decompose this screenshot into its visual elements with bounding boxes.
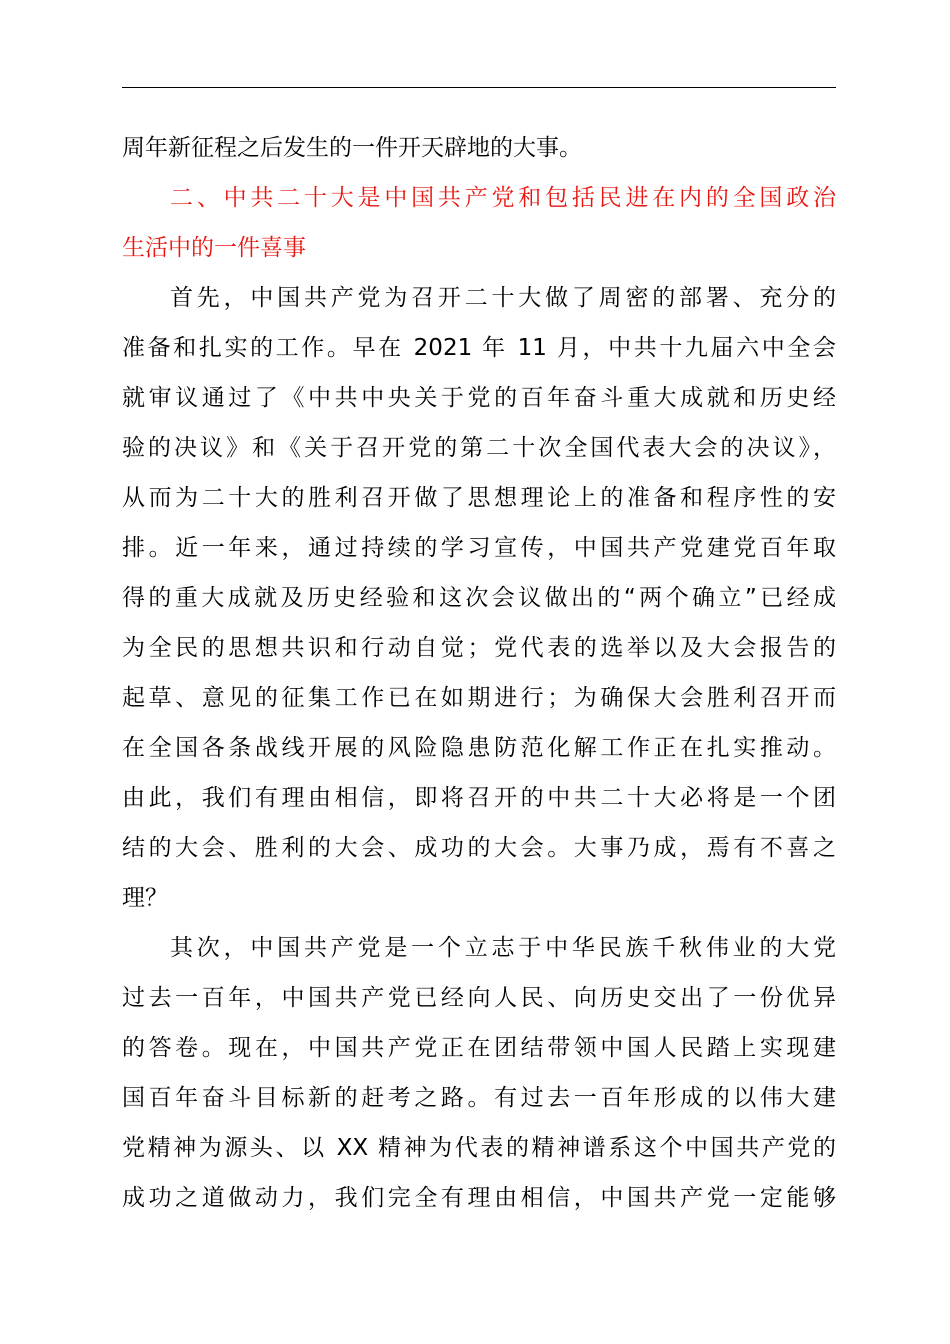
body-line: 就审议通过了《中共中央关于党的百年奋斗重大成就和历史经 — [122, 385, 836, 411]
body-line: 从而为二十大的胜利召开做了思想理论上的准备和程序性的安 — [122, 485, 836, 511]
body-line: 过去一百年，中国共产党已经向人民、向历史交出了一份优异 — [122, 985, 836, 1011]
body-line: 验的决议》和《关于召开党的第二十次全国代表大会的决议》， — [122, 435, 836, 461]
section-heading-line-2: 生活中的一件喜事 — [122, 235, 306, 261]
body-line: 由此，我们有理由相信，即将召开的中共二十大必将是一个团 — [122, 785, 836, 811]
paragraph-first-line: 首先，中国共产党为召开二十大做了周密的部署、充分的 — [170, 285, 836, 311]
body-line: 在全国各条战线开展的风险隐患防范化解工作正在扎实推动。 — [122, 735, 836, 761]
body-line: 党精神为源头、以 XX 精神为代表的精神谱系这个中国共产党的 — [122, 1135, 836, 1161]
body-line: 为全民的思想共识和行动自觉；党代表的选举以及大会报告的 — [122, 635, 836, 661]
body-line: 成功之道做动力，我们完全有理由相信，中国共产党一定能够 — [122, 1185, 836, 1211]
document-body — [122, 123, 836, 1223]
body-line: 起草、意见的征集工作已在如期进行；为确保大会胜利召开而 — [122, 685, 836, 711]
body-line: 准备和扎实的工作。早在 2021 年 11 月，中共十九届六中全会 — [122, 335, 836, 361]
body-line: 国百年奋斗目标新的赶考之路。有过去一百年形成的以伟大建 — [122, 1085, 836, 1111]
body-line: 排。近一年来，通过持续的学习宣传，中国共产党建党百年取 — [122, 535, 836, 561]
body-line: 的答卷。现在，中国共产党正在团结带领中国人民踏上实现建 — [122, 1035, 836, 1061]
header-rule — [122, 87, 836, 88]
paragraph-first-line: 其次，中国共产党是一个立志于中华民族千秋伟业的大党 — [170, 935, 836, 961]
paragraph-last-line: 理？ — [122, 885, 168, 911]
section-heading-line-1: 二、中共二十大是中国共产党和包括民进在内的全国政治 — [170, 185, 836, 211]
body-line: 得的重大成就及历史经验和这次会议做出的“两个确立”已经成 — [122, 585, 836, 611]
body-line: 结的大会、胜利的大会、成功的大会。大事乃成，焉有不喜之 — [122, 835, 836, 861]
body-line: 周年新征程之后发生的一件开天辟地的大事。 — [122, 135, 582, 161]
